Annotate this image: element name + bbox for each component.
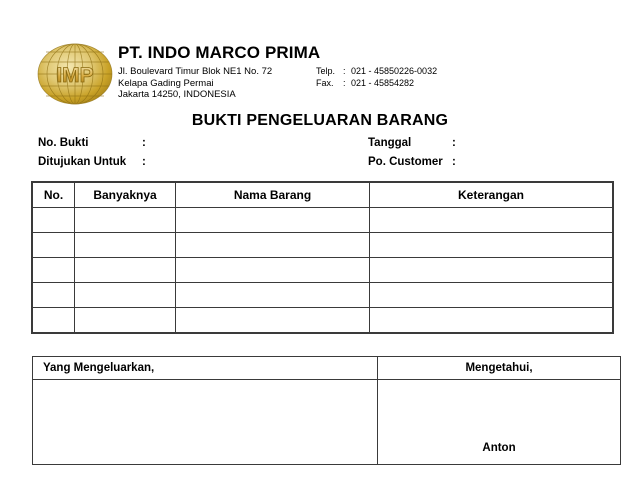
table-row [33, 233, 613, 258]
form-row-2 [38, 156, 604, 175]
field-no-bukti-colon: : [142, 137, 146, 149]
company-contacts [316, 66, 437, 101]
cell-no[interactable] [33, 258, 75, 283]
signature-left-area[interactable] [33, 380, 378, 465]
contact-fax-colon: : [343, 77, 346, 88]
contact-fax-label: Fax. [316, 77, 334, 88]
signature-right-name[interactable]: Anton [378, 380, 621, 465]
column-header-keterangan: Keterangan [370, 183, 613, 208]
cell-banyaknya[interactable] [75, 208, 176, 233]
contact-fax [316, 78, 437, 90]
field-no-bukti-label: No. Bukti [38, 137, 89, 149]
cell-no[interactable] [33, 283, 75, 308]
contact-fax-value: 021 - 45854282 [351, 77, 415, 88]
document-title: BUKTI PENGELUARAN BARANG [191, 112, 449, 129]
signature-body-row [33, 380, 621, 465]
letterhead [36, 36, 606, 114]
column-header-banyaknya: Banyaknya [75, 183, 176, 208]
cell-nama-barang[interactable] [176, 283, 370, 308]
cell-banyaknya[interactable] [75, 233, 176, 258]
globe-logo-icon [36, 36, 114, 112]
cell-nama-barang[interactable] [176, 258, 370, 283]
address-line-2: Kelapa Gading Permai [118, 77, 214, 89]
field-po-customer-colon: : [452, 156, 456, 168]
cell-nama-barang[interactable] [176, 208, 370, 233]
address-line-3: Jakarta 14250, INDONESIA [118, 89, 236, 100]
field-ditujukan-untuk-colon: : [142, 156, 146, 168]
signature-heading-row [33, 357, 621, 380]
field-no-bukti [38, 137, 154, 149]
contact-telp-value: 021 - 45850226-0032 [351, 66, 438, 76]
field-po-customer-label: Po. Customer [368, 156, 443, 168]
items-table-header-row [33, 183, 613, 208]
table-row [33, 308, 613, 333]
cell-keterangan[interactable] [370, 283, 613, 308]
signature-left-heading: Yang Mengeluarkan, [33, 357, 378, 380]
logo-text: IMP [56, 64, 94, 87]
cell-no[interactable] [33, 208, 75, 233]
cell-no[interactable] [33, 308, 75, 333]
table-row [33, 283, 613, 308]
cell-no[interactable] [33, 233, 75, 258]
field-ditujukan-untuk [38, 156, 154, 168]
field-tanggal-label: Tanggal [368, 137, 412, 149]
signature-right-heading: Mengetahui, [378, 357, 621, 380]
contact-telp-colon: : [343, 66, 346, 76]
company-address [118, 66, 308, 101]
cell-keterangan[interactable] [370, 233, 613, 258]
table-row [33, 258, 613, 283]
field-ditujukan-untuk-label: Ditujukan Untuk [38, 156, 127, 168]
field-tanggal [368, 137, 464, 149]
table-row [33, 208, 613, 233]
company-info [118, 36, 437, 101]
cell-nama-barang[interactable] [176, 308, 370, 333]
form-fields [38, 137, 604, 175]
contact-telp-label: Telp. [316, 66, 336, 76]
contact-telp [316, 66, 437, 78]
cell-banyaknya[interactable] [75, 283, 176, 308]
cell-banyaknya[interactable] [75, 258, 176, 283]
field-tanggal-colon: : [452, 137, 456, 149]
signature-table [32, 356, 621, 465]
column-header-no: No. [33, 183, 75, 208]
cell-keterangan[interactable] [370, 258, 613, 283]
field-po-customer [368, 156, 464, 168]
cell-nama-barang[interactable] [176, 233, 370, 258]
cell-keterangan[interactable] [370, 308, 613, 333]
address-line-1: Jl. Boulevard Timur Blok NE1 No. 72 [118, 66, 273, 77]
form-row-1 [38, 137, 604, 156]
cell-keterangan[interactable] [370, 208, 613, 233]
cell-banyaknya[interactable] [75, 308, 176, 333]
column-header-nama-barang: Nama Barang [176, 183, 370, 208]
items-table [32, 182, 613, 333]
company-name: PT. INDO MARCO PRIMA [118, 43, 321, 62]
